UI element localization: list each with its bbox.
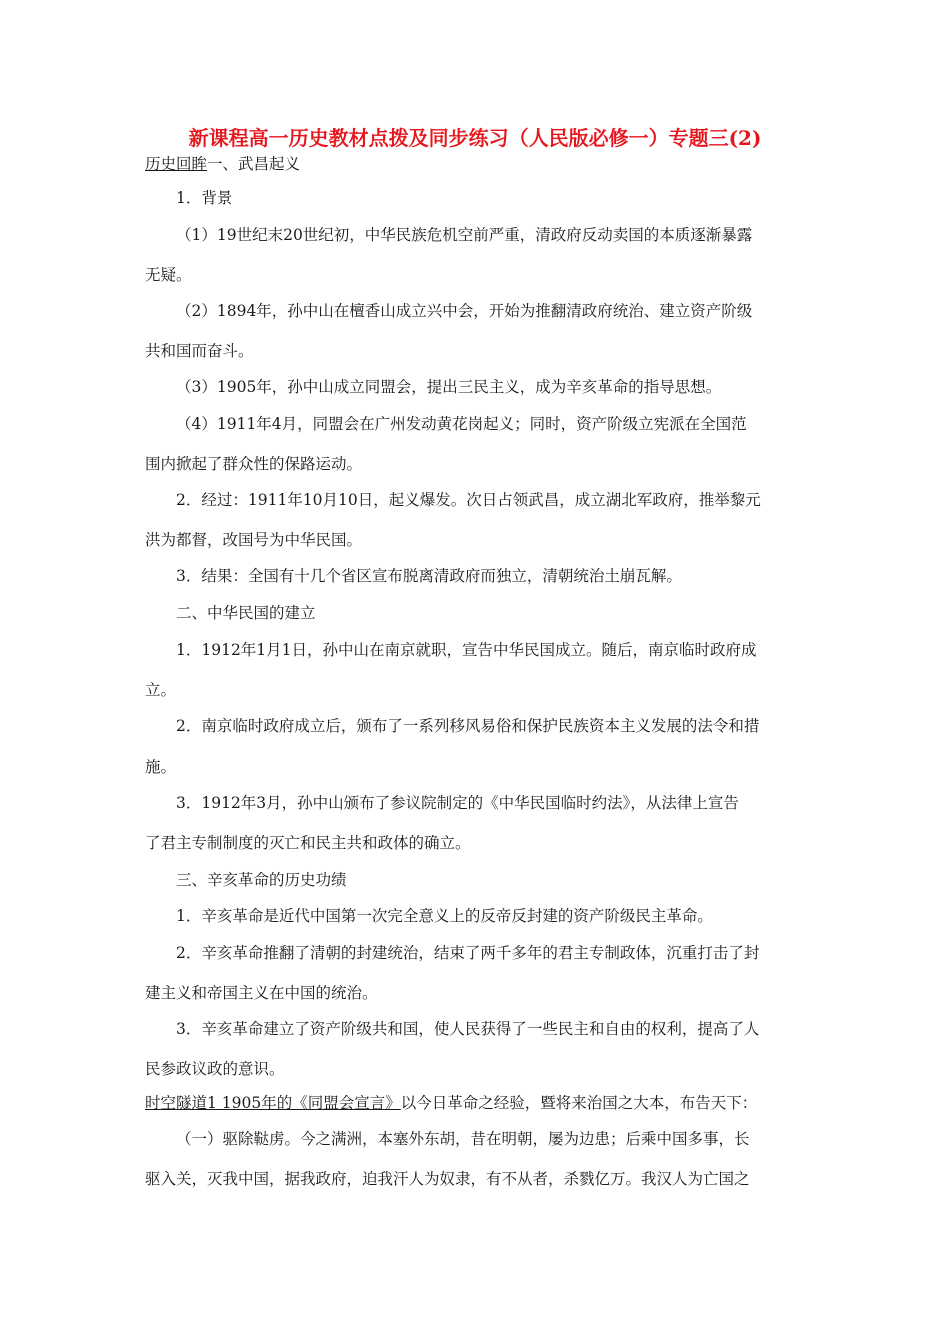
paragraph-line: （一）驱除鞑虏。今之满洲，本塞外东胡，昔在明朝，屡为边患；后乘中国多事，长 [176,1130,750,1148]
paragraph-line: 民参政议政的意识。 [145,1060,285,1078]
paragraph-line: 1．1912年1月1日，孙中山在南京就职，宣告中华民国成立。随后，南京临时政府成 [176,641,757,659]
paragraph-line: 3．结果：全国有十几个省区宣布脱离清政府而独立，清朝统治土崩瓦解。 [176,567,682,585]
paragraph-line: 建主义和帝国主义在中国的统治。 [145,984,378,1002]
paragraph-line: 1．辛亥革命是近代中国第一次完全意义上的反帝反封建的资产阶级民主革命。 [176,907,713,925]
paragraph-line: 2．辛亥革命推翻了清朝的封建统治，结束了两千多年的君主专制政体，沉重打击了封 [176,944,760,962]
section-heading-2: 二、中华民国的建立 [176,604,316,622]
document-title: 新课程高一历史教材点拨及同步练习（人民版必修一）专题三(2) [188,126,762,150]
paragraph-line: 立。 [145,681,177,699]
section-heading-3: 三、辛亥革命的历史功绩 [176,871,347,889]
section-heading-1 [145,154,300,174]
paragraph-line: （4）1911年4月，同盟会在广州发动黄花岗起义；同时，资产阶级立宪派在全国范 [176,415,747,433]
paragraph-line: （2）1894年，孙中山在檀香山成立兴中会，开始为推翻清政府统治、建立资产阶级 [176,302,753,320]
paragraph-line: 3．1912年3月，孙中山颁布了参议院制定的《中华民国临时约法》，从法律上宣告 [176,794,739,812]
section-heading-time-tunnel [145,1093,757,1113]
heading-text: 以今日革命之经验，暨将来治国之大本，布告天下： [400,1094,758,1112]
heading-text: 一、武昌起义 [207,155,301,173]
tag-time-tunnel: 时空隧道1 1905年的《同盟会宣言》 [145,1094,401,1112]
paragraph-line: 共和国而奋斗。 [145,342,254,360]
paragraph-line: 3．辛亥革命建立了资产阶级共和国，使人民获得了一些民主和自由的权利，提高了人 [176,1020,760,1038]
paragraph-line: 无疑。 [145,266,192,284]
paragraph-line: （1）19世纪末20世纪初，中华民族危机空前严重，清政府反动卖国的本质逐渐暴露 [176,226,753,244]
paragraph-line: 洪为都督，改国号为中华民国。 [145,531,363,549]
tag-history-review: 历史回眸 [145,155,208,173]
paragraph-line: 驱入关，灭我中国，据我政府，迫我汗人为奴隶，有不从者，杀戮亿万。我汉人为亡国之 [145,1170,750,1188]
paragraph-line: 围内掀起了群众性的保路运动。 [145,455,363,473]
paragraph-line: 2．南京临时政府成立后，颁布了一系列移风易俗和保护民族资本主义发展的法令和措 [176,717,760,735]
paragraph-line: 施。 [145,758,177,776]
paragraph-line: 1．背景 [176,189,233,207]
paragraph-line: 2．经过：1911年10月10日，起义爆发。次日占领武昌，成立湖北军政府，推举黎元 [176,491,761,509]
paragraph-line: 了君主专制制度的灭亡和民主共和政体的确立。 [145,834,471,852]
paragraph-line: （3）1905年，孙中山成立同盟会，提出三民主义，成为辛亥革命的指导思想。 [176,378,722,396]
